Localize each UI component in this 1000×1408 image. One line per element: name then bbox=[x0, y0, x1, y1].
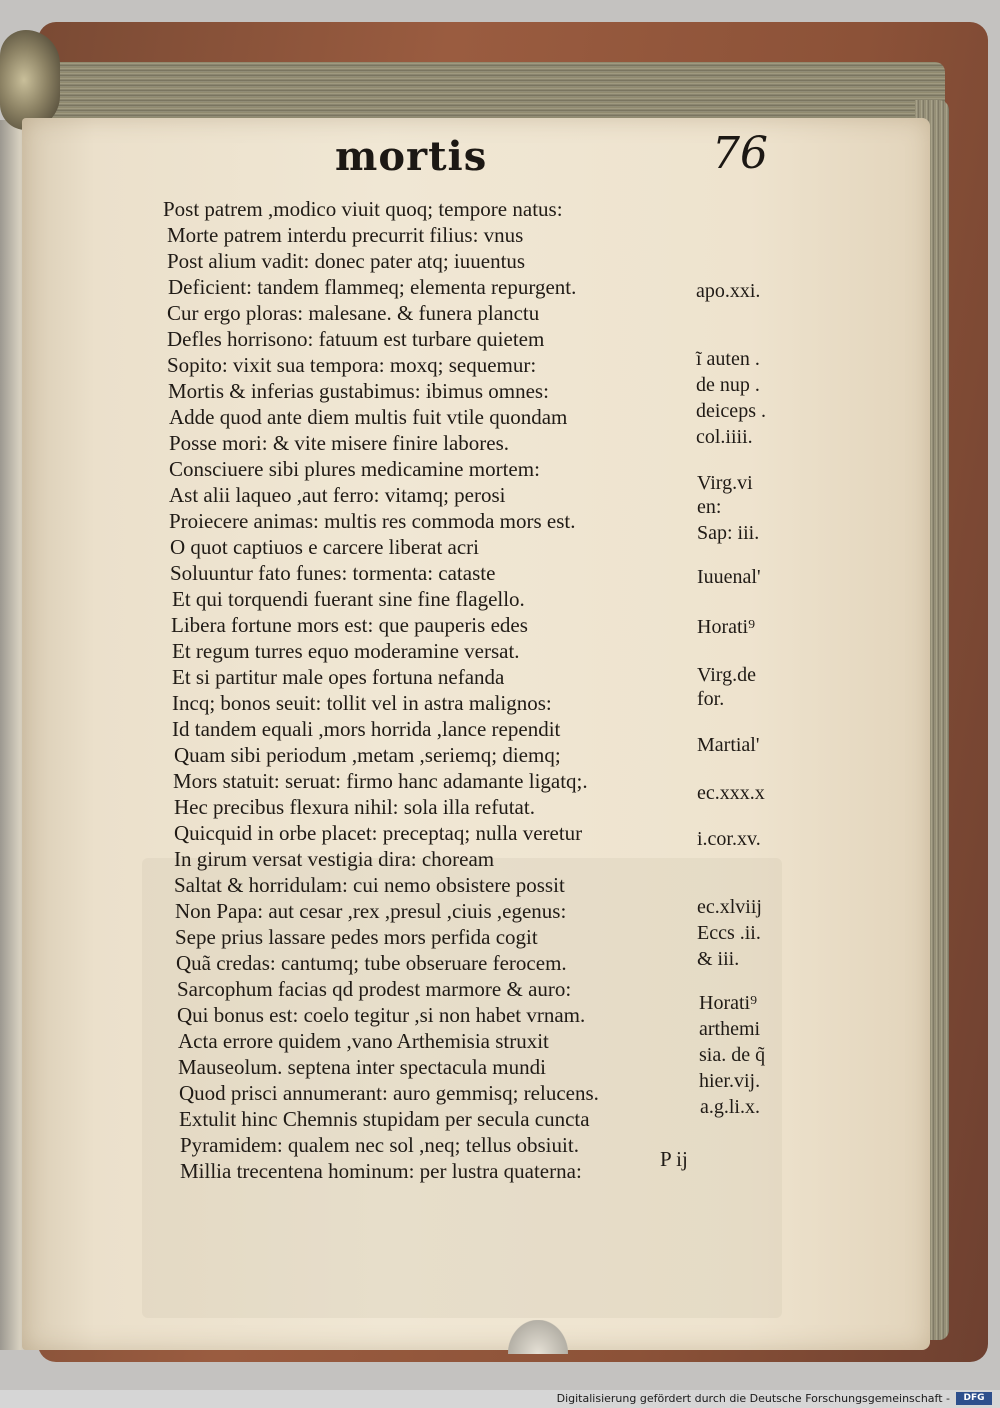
verse-line: Deficient: tandem flammeq; elementa repurgent. bbox=[168, 275, 577, 299]
verse-line: Soluuntur fato funes: tormenta: cataste bbox=[170, 561, 496, 585]
page-edges-top bbox=[40, 62, 945, 126]
marginal-note: ec.xlviij bbox=[697, 896, 762, 918]
verse-line: Proiecere animas: multis res commoda mors est. bbox=[169, 509, 576, 533]
verse-line: Saltat & horridulam: cui nemo obsistere possit bbox=[174, 873, 565, 897]
verse-line: Quã credas: cantumq; tube obseruare ferocem. bbox=[176, 951, 567, 975]
running-head: mortis bbox=[335, 133, 488, 180]
marginal-note: Horati⁹ bbox=[697, 616, 756, 638]
verse-line: Sarcophum facias qd prodest marmore & auro: bbox=[177, 977, 572, 1001]
verse-line: Acta errore quidem ,vano Arthemisia struxit bbox=[178, 1029, 549, 1053]
dfg-logo-icon: DFG bbox=[956, 1392, 992, 1405]
marginal-note: Horati⁹ bbox=[699, 992, 758, 1014]
marginal-note: Virg.de bbox=[697, 664, 756, 686]
marginal-note: arthemi bbox=[699, 1018, 761, 1040]
verse-line: Post patrem ,modico viuit quoq; tempore natus: bbox=[163, 197, 563, 221]
marginal-note: col.iiii. bbox=[696, 426, 753, 448]
marginal-note: Sap: iii. bbox=[697, 522, 760, 544]
verse-line: In girum versat vestigia dira: choream bbox=[174, 847, 495, 871]
verse-line: Sopito: vixit sua tempora: moxq; sequemur: bbox=[167, 353, 537, 377]
verse-line: Libera fortune mors est: que pauperis edes bbox=[171, 613, 528, 637]
verse-line: Millia trecentena hominum: per lustra quaterna: bbox=[180, 1159, 582, 1183]
verse-line: Sepe prius lassare pedes mors perfida cogit bbox=[175, 925, 538, 949]
marginal-note: sia. de q̃ bbox=[699, 1044, 766, 1066]
folio-number: 76 bbox=[712, 128, 768, 179]
marginal-note: en: bbox=[697, 496, 722, 518]
verse-line: Cur ergo ploras: malesane. & funera planctu bbox=[167, 301, 540, 325]
verse-line: Mauseolum. septena inter spectacula mundi bbox=[178, 1055, 546, 1079]
verse-line: Hec precibus flexura nihil: sola illa refutat. bbox=[174, 795, 535, 819]
verse-line: Quod prisci annumerant: auro gemmisq; relucens. bbox=[179, 1081, 599, 1105]
verse-line: Et si partitur male opes fortuna nefanda bbox=[172, 665, 505, 689]
marginal-note: ĩ auten . bbox=[696, 348, 760, 370]
marginal-note: apo.xxi. bbox=[696, 280, 761, 302]
verse-line: Adde quod ante diem multis fuit vtile quondam bbox=[169, 405, 568, 429]
verse-line: Extulit hinc Chemnis stupidam per secula cuncta bbox=[179, 1107, 590, 1131]
verse-line: Morte patrem interdu precurrit filius: vnus bbox=[167, 223, 524, 247]
verse-line: Quam sibi periodum ,metam ,seriemq; diemq; bbox=[174, 743, 561, 767]
verse-line: Ast alii laqueo ,aut ferro: vitamq; perosi bbox=[169, 483, 506, 507]
verse-line: Et regum turres equo moderamine versat. bbox=[172, 639, 520, 663]
verse-line: Mors statuit: seruat: firmo hanc adamante ligatq;. bbox=[173, 769, 588, 793]
marginal-note: & iii. bbox=[697, 948, 740, 970]
clasp-icon bbox=[0, 30, 60, 130]
marginal-note: Virg.vi bbox=[697, 472, 753, 494]
verse-line: Et qui torquendi fuerant sine fine flagello. bbox=[172, 587, 525, 611]
verse-line: Consciuere sibi plures medicamine mortem: bbox=[169, 457, 540, 481]
marginal-note: Martial' bbox=[697, 734, 760, 756]
marginal-note: Iuuenal' bbox=[697, 566, 761, 588]
page-clip-icon bbox=[508, 1320, 568, 1354]
verse-line: Quicquid in orbe placet: preceptaq; nulla veretur bbox=[174, 821, 583, 845]
marginal-note: i.cor.xv. bbox=[697, 828, 761, 850]
marginal-note: de nup . bbox=[696, 374, 760, 396]
verse-line: Pyramidem: qualem nec sol ,neq; tellus obsiuit. bbox=[180, 1133, 579, 1157]
marginal-note: hier.vij. bbox=[699, 1070, 761, 1092]
marginal-note: a.g.li.x. bbox=[700, 1096, 760, 1118]
funding-credit: Digitalisierung gefördert durch die Deutsche Forschungsgemeinschaft - bbox=[556, 1392, 950, 1405]
marginal-note: deiceps . bbox=[696, 400, 766, 422]
verse-line: Mortis & inferias gustabimus: ibimus omnes: bbox=[168, 379, 549, 403]
marginal-note: for. bbox=[697, 688, 725, 710]
marginal-note: ec.xxx.x bbox=[697, 782, 765, 804]
signature-mark: P ij bbox=[660, 1147, 688, 1171]
verse-line: Qui bonus est: coelo tegitur ,si non habet vrnam. bbox=[177, 1003, 586, 1027]
verse-line: Post alium vadit: donec pater atq; iuuentus bbox=[167, 249, 526, 273]
verse-line: Incq; bonos seuit: tollit vel in astra malignos: bbox=[172, 691, 552, 715]
verse-line: Id tandem equali ,mors horrida ,lance rependit bbox=[172, 717, 561, 741]
marginal-note: Eccs .ii. bbox=[697, 922, 761, 944]
verse-line: Defles horrisono: fatuum est turbare quietem bbox=[167, 327, 545, 351]
verse-line: O quot captiuos e carcere liberat acri bbox=[170, 535, 480, 559]
verse-line: Posse mori: & vite misere finire labores. bbox=[169, 431, 510, 455]
verse-line: Non Papa: aut cesar ,rex ,presul ,ciuis ,egenus: bbox=[175, 899, 567, 923]
